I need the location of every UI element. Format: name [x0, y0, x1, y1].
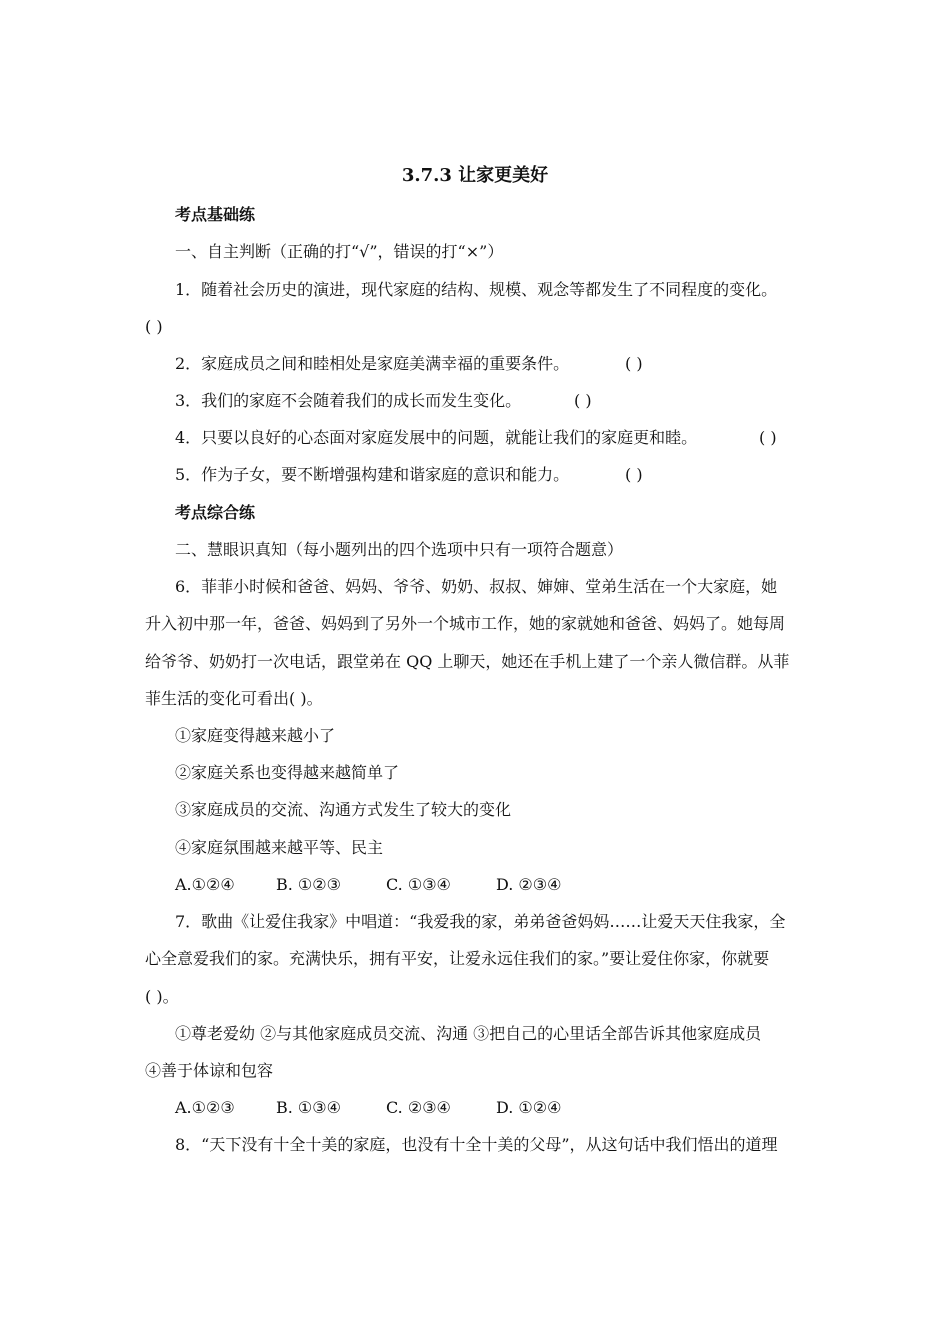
question-2-answer-paren: ( )	[625, 354, 643, 373]
question-7-statements-line-2: ④善于体谅和包容	[145, 1061, 274, 1080]
question-7-line-2: 心全意爱我们的家。充满快乐，拥有平安，让爱永远住我们的家。”要让爱住你家，你就要	[145, 949, 770, 968]
question-6-statement-1: ①家庭变得越来越小了	[175, 726, 336, 745]
question-7-option-c: C. ②③④	[386, 1098, 451, 1117]
question-7-option-b: B. ①③④	[276, 1098, 341, 1117]
question-8-line-1: 8．“天下没有十全十美的家庭，也没有十全十美的父母”，从这句话中我们悟出的道理	[175, 1135, 778, 1154]
question-6-line-3: 给爷爷、奶奶打一次电话，跟堂弟在 QQ 上聊天，她还在手机上建了一个亲人微信群。从菲	[145, 652, 790, 671]
question-7-option-d: D. ①②④	[496, 1098, 562, 1117]
question-7-statements-line-1: ①尊老爱幼 ②与其他家庭成员交流、沟通 ③把自己的心里话全部告诉其他家庭成员	[175, 1024, 762, 1043]
question-6-statement-3: ③家庭成员的交流、沟通方式发生了较大的变化	[175, 800, 512, 819]
question-3-answer-paren: ( )	[574, 391, 592, 410]
question-7-line-3: ( )。	[145, 987, 179, 1006]
question-5-answer-paren: ( )	[625, 465, 643, 484]
question-6-option-b: B. ①②③	[276, 875, 341, 894]
question-6-option-c: C. ①③④	[386, 875, 451, 894]
question-6-statement-4: ④家庭氛围越来越平等、民主	[175, 838, 384, 857]
question-6-line-2: 升入初中那一年，爸爸、妈妈到了另外一个城市工作，她的家就她和爸爸、妈妈了。她每周	[145, 614, 786, 633]
question-6-statement-2: ②家庭关系也变得越来越简单了	[175, 763, 400, 782]
question-2-text: 2．家庭成员之间和睦相处是家庭美满幸福的重要条件。	[175, 354, 570, 373]
document-title: 3.7.3 让家更美好	[401, 165, 549, 186]
question-1-line-1: 1．随着社会历史的演进，现代家庭的结构、规模、观念等都发生了不同程度的变化。	[175, 280, 778, 299]
question-5-text: 5．作为子女，要不断增强构建和谐家庭的意识和能力。	[175, 465, 570, 484]
question-4-text: 4．只要以良好的心态面对家庭发展中的问题，就能让我们的家庭更和睦。	[175, 428, 698, 447]
question-7-line-1: 7．歌曲《让爱住我家》中唱道：“我爱我的家，弟弟爸爸妈妈……让爱天天住我家，全	[175, 912, 786, 931]
question-1-answer-paren: ( )	[145, 317, 163, 336]
section-heading-basic: 考点基础练	[175, 205, 256, 224]
question-6-line-1: 6．菲菲小时候和爸爸、妈妈、爷爷、奶奶、叔叔、婶婶、堂弟生活在一个大家庭，她	[175, 577, 778, 596]
question-6-option-a: A.①②④	[175, 875, 235, 894]
question-6-line-4: 菲生活的变化可看出( )。	[145, 689, 323, 708]
question-6-option-d: D. ②③④	[496, 875, 562, 894]
part2-instruction: 二、慧眼识真知（每小题列出的四个选项中只有一项符合题意）	[175, 540, 624, 559]
question-3-text: 3．我们的家庭不会随着我们的成长而发生变化。	[175, 391, 522, 410]
question-4-answer-paren: ( )	[759, 428, 777, 447]
section-heading-comprehensive: 考点综合练	[175, 503, 256, 522]
question-7-option-a: A.①②③	[175, 1098, 235, 1117]
part1-instruction: 一、自主判断（正确的打“√”，错误的打“×”）	[175, 242, 504, 261]
